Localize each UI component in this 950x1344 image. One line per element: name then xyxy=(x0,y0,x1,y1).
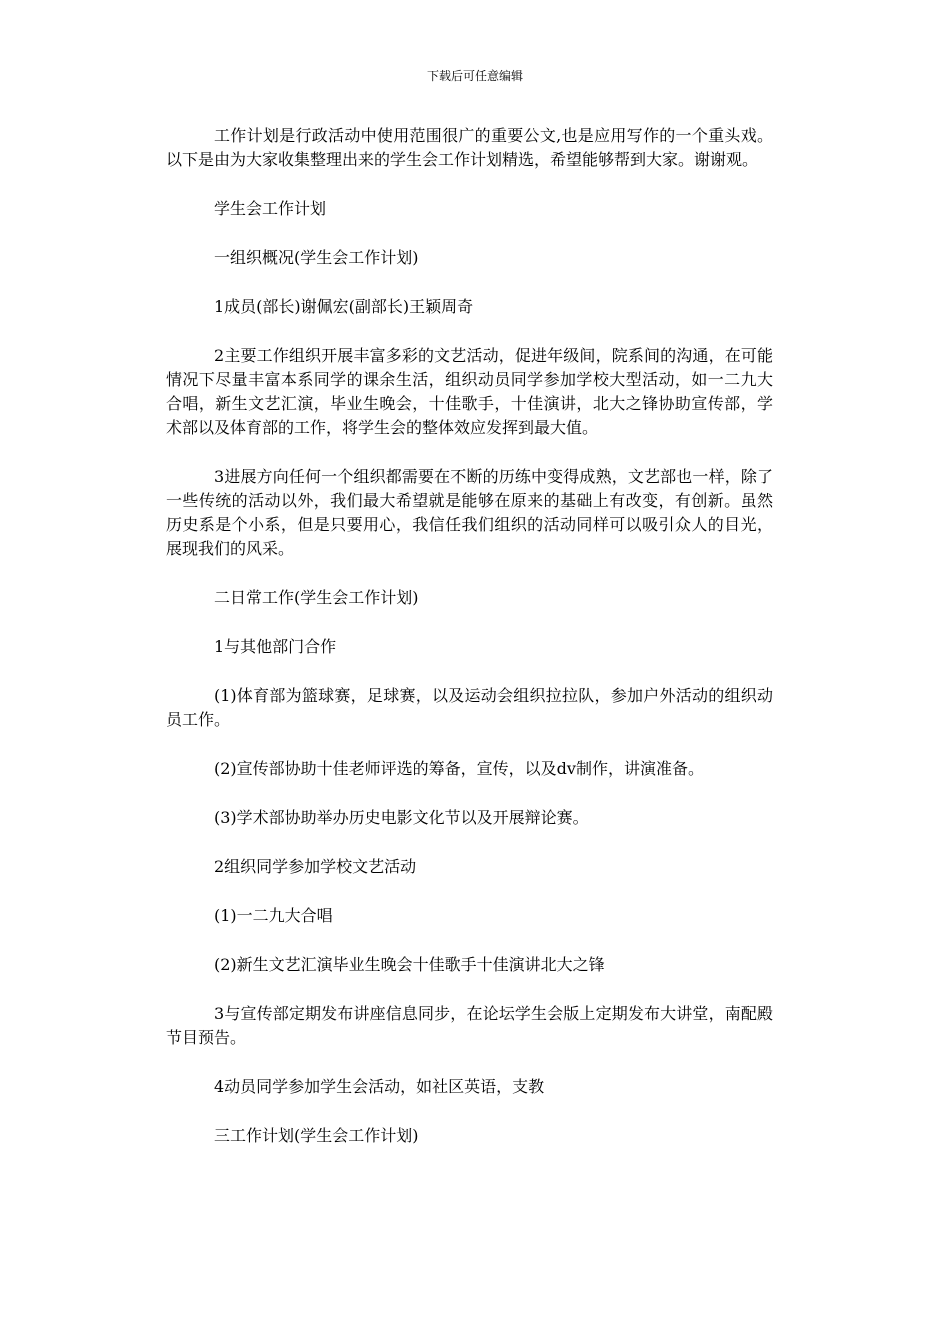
section-heading-3: 三工作计划(学生会工作计划) xyxy=(214,1126,419,1145)
paragraph-mobilize: 4动员同学参加学生会活动，如社区英语，支教 xyxy=(214,1077,545,1096)
list-item: (3)学术部协助举办历史电影文化节以及开展辩论赛。 xyxy=(214,808,589,827)
paragraph-direction: 3进展方向任何一个组织都需要在不断的历练中变得成熟，文艺部也一样，除了一些传统的活动以外，我们最大希望就是能够在原来的基础上有改变，有创新。虽然历史系是个小系，但是只要用心，我信任我们组织的活动同样可以吸引众人的目光，展现我们的风采。 xyxy=(166,467,773,558)
paragraph-school-activities: 2组织同学参加学校文艺活动 xyxy=(214,857,417,876)
intro-paragraph: 工作计划是行政活动中使用范围很广的重要公文,也是应用写作的一个重头戏。以下是由为大家收集整理出来的学生会工作计划精选，希望能够帮到大家。谢谢观。 xyxy=(166,126,773,169)
paragraph-members: 1成员(部长)谢佩宏(副部长)王颖周奇 xyxy=(214,297,474,316)
list-item: (2)宣传部协助十佳老师评选的筹备，宣传，以及dv制作，讲演准备。 xyxy=(214,759,704,778)
page-header: 下载后可任意编辑 xyxy=(426,69,523,83)
paragraph-cooperation: 1与其他部门合作 xyxy=(214,637,337,656)
list-item: (1)体育部为篮球赛，足球赛，以及运动会组织拉拉队，参加户外活动的组织动员工作。 xyxy=(166,686,773,729)
section-heading-1: 一组织概况(学生会工作计划) xyxy=(214,248,419,267)
document-body xyxy=(166,124,773,1148)
paragraph-publicity: 3与宣传部定期发布讲座信息同步，在论坛学生会版上定期发布大讲堂，南配殿节目预告。 xyxy=(166,1004,773,1047)
section-title: 学生会工作计划 xyxy=(214,199,327,218)
paragraph-main-work: 2主要工作组织开展丰富多彩的文艺活动，促进年级间，院系间的沟通，在可能情况下尽量丰富本系同学的课余生活，组织动员同学参加学校大型活动，如一二九大合唱，新生文艺汇演，毕业生晚会，十佳歌手，十佳演讲，北大之锋协助宣传部，学术部以及体育部的工作，将学生会的整体效应发挥到最大值。 xyxy=(166,346,773,437)
list-item: (2)新生文艺汇演毕业生晚会十佳歌手十佳演讲北大之锋 xyxy=(214,955,605,974)
list-item: (1)一二九大合唱 xyxy=(214,906,333,925)
section-heading-2: 二日常工作(学生会工作计划) xyxy=(214,588,419,607)
